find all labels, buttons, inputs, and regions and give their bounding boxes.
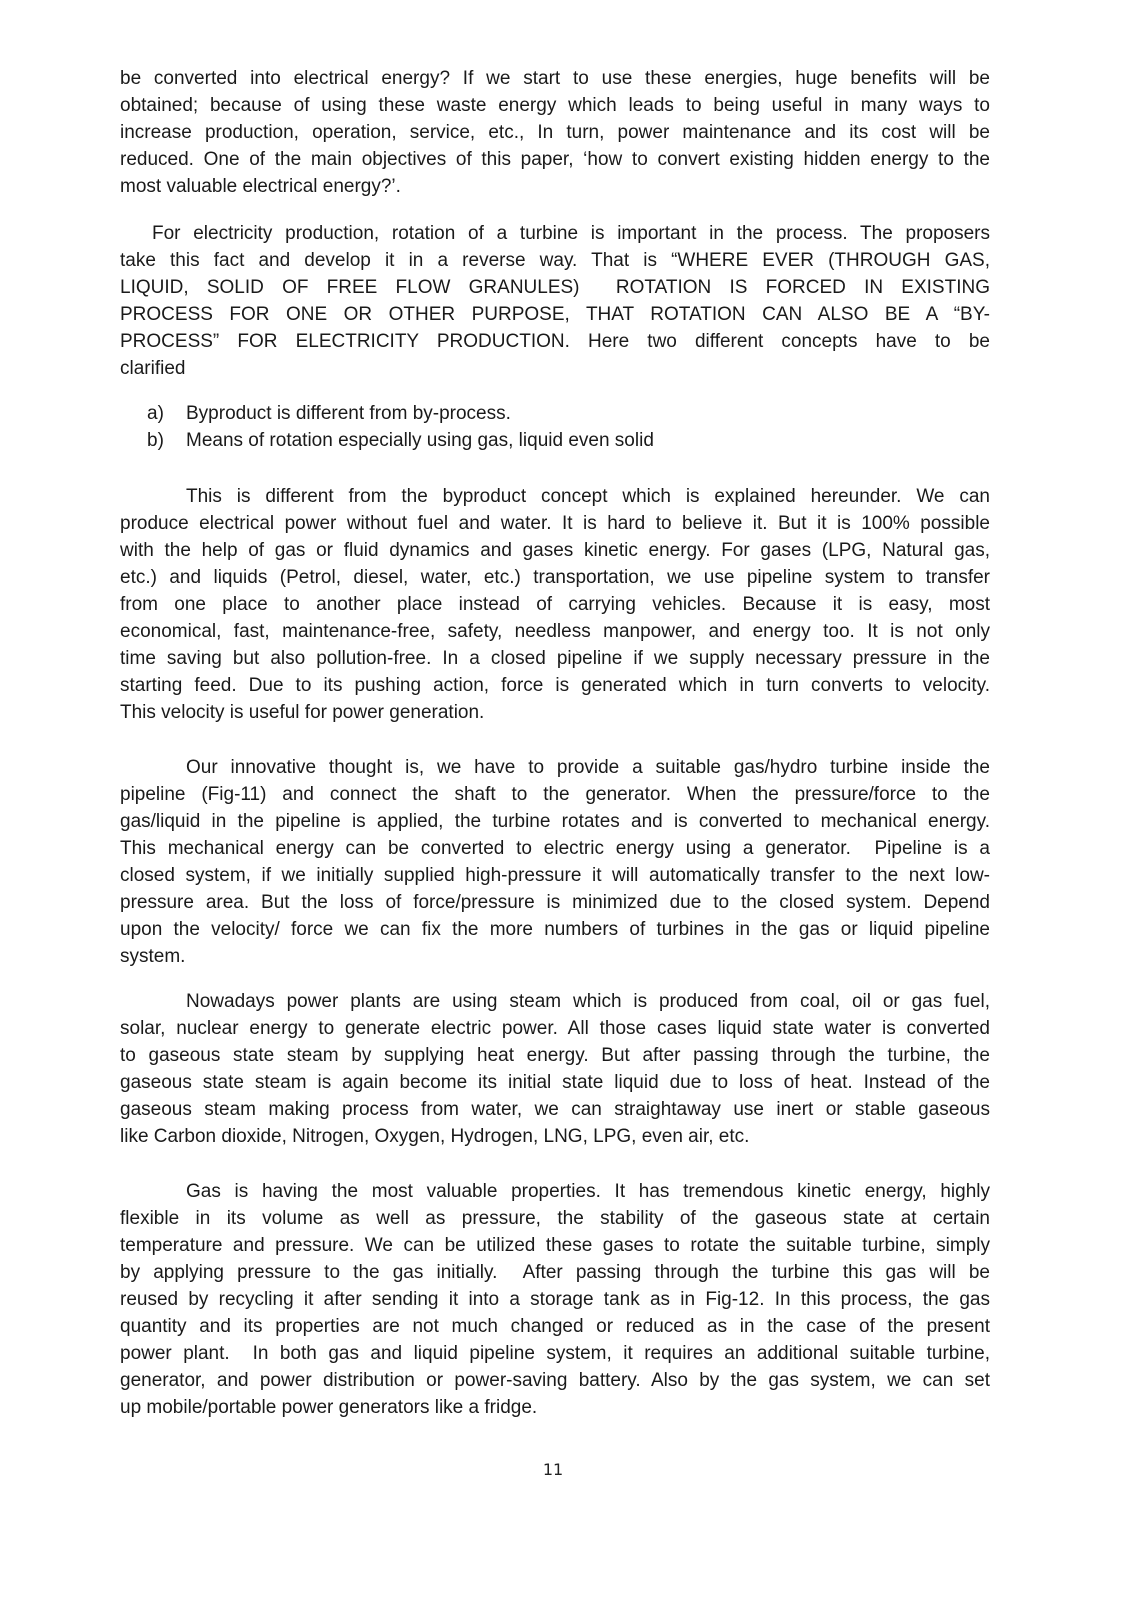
text-line: to gaseous state steam by supplying heat energy. But after passing through the turbine, the — [120, 1045, 990, 1066]
paragraph-5 — [120, 988, 990, 1150]
text-line: LIQUID, SOLID OF FREE FLOW GRANULES) ROTATION IS FORCED IN EXISTING — [120, 277, 990, 298]
text-line: PROCESS FOR ONE OR OTHER PURPOSE, THAT ROTATION CAN ALSO BE A “BY- — [120, 304, 990, 325]
text-line: reduced. One of the main objectives of this paper, ‘how to convert existing hidden energy to the — [120, 149, 990, 170]
text-line: up mobile/portable power generators like a fridge. — [120, 1397, 538, 1418]
text-line: like Carbon dioxide, Nitrogen, Oxygen, Hydrogen, LNG, LPG, even air, etc. — [120, 1126, 750, 1147]
text-line: from one place to another place instead of carrying vehicles. Because it is easy, most — [120, 594, 990, 615]
text-line: PROCESS” FOR ELECTRICITY PRODUCTION. Here two different concepts have to be — [120, 331, 990, 352]
list-item — [147, 427, 947, 454]
text-line: gas/liquid in the pipeline is applied, the turbine rotates and is converted to mechanical energy. — [120, 811, 990, 832]
text-line: etc.) and liquids (Petrol, diesel, water, etc.) transportation, we use pipeline system to transfer — [120, 567, 990, 588]
list-marker: b) — [147, 430, 164, 451]
text-line: This mechanical energy can be converted to electric energy using a generator. Pipeline is a — [120, 838, 990, 859]
text-line: system. — [120, 946, 186, 967]
text-line: power plant. In both gas and liquid pipeline system, it requires an additional suitable turbine, — [120, 1343, 990, 1364]
text-line: generator, and power distribution or power-saving battery. Also by the gas system, we can set — [120, 1370, 990, 1391]
concept-list — [147, 400, 947, 454]
text-line: This is different from the byproduct concept which is explained hereunder. We can — [186, 486, 990, 507]
list-item-text: Byproduct is different from by-process. — [186, 403, 511, 424]
text-line: pipeline (Fig-11) and connect the shaft to the generator. When the pressure/force to the — [120, 784, 990, 805]
text-line: Nowadays power plants are using steam which is produced from coal, oil or gas fuel, — [186, 991, 990, 1012]
text-line: solar, nuclear energy to generate electric power. All those cases liquid state water is converted — [120, 1018, 990, 1039]
text-line: starting feed. Due to its pushing action, force is generated which in turn converts to velocity. — [120, 675, 990, 696]
paragraph-3 — [120, 483, 990, 726]
text-line: time saving but also pollution-free. In a closed pipeline if we supply necessary pressure in the — [120, 648, 990, 669]
page-number: 11 — [542, 1460, 564, 1479]
list-item-text: Means of rotation especially using gas, liquid even solid — [186, 430, 654, 451]
text-line: clarified — [120, 358, 186, 379]
paragraph-6 — [120, 1178, 990, 1421]
text-line: economical, fast, maintenance-free, safety, needless manpower, and energy too. It is not only — [120, 621, 990, 642]
list-marker: a) — [147, 403, 164, 424]
text-line: increase production, operation, service, etc., In turn, power maintenance and its cost will be — [120, 122, 990, 143]
text-line: upon the velocity/ force we can fix the more numbers of turbines in the gas or liquid pipeline — [120, 919, 990, 940]
text-line: by applying pressure to the gas initially. After passing through the turbine this gas will be — [120, 1262, 990, 1283]
paragraph-4 — [120, 754, 990, 970]
text-line: reused by recycling it after sending it into a storage tank as in Fig-12. In this process, the gas — [120, 1289, 990, 1310]
text-line: take this fact and develop it in a reverse way. That is “WHERE EVER (THROUGH GAS, — [120, 250, 990, 271]
text-line: be converted into electrical energy? If we start to use these energies, huge benefits will be — [120, 68, 990, 89]
text-line: This velocity is useful for power generation. — [120, 702, 485, 723]
text-line: closed system, if we initially supplied high-pressure it will automatically transfer to the next low- — [120, 865, 990, 886]
text-line: produce electrical power without fuel and water. It is hard to believe it. But it is 100% possible — [120, 513, 990, 534]
text-line: quantity and its properties are not much changed or reduced as in the case of the present — [120, 1316, 990, 1337]
text-line: temperature and pressure. We can be utilized these gases to rotate the suitable turbine, simply — [120, 1235, 990, 1256]
text-line: most valuable electrical energy?’. — [120, 176, 401, 197]
text-line: For electricity production, rotation of a turbine is important in the process. The proposers — [152, 223, 990, 244]
text-line: Our innovative thought is, we have to provide a suitable gas/hydro turbine inside the — [186, 757, 990, 778]
text-line: Gas is having the most valuable properties. It has tremendous kinetic energy, highly — [186, 1181, 990, 1202]
text-line: flexible in its volume as well as pressure, the stability of the gaseous state at certain — [120, 1208, 990, 1229]
text-line: obtained; because of using these waste energy which leads to being useful in many ways to — [120, 95, 990, 116]
list-item — [147, 400, 947, 427]
text-line: gaseous steam making process from water, we can straightaway use inert or stable gaseous — [120, 1099, 990, 1120]
text-line: gaseous state steam is again become its initial state liquid due to loss of heat. Instead of the — [120, 1072, 990, 1093]
text-line: with the help of gas or fluid dynamics and gases kinetic energy. For gases (LPG, Natural gas, — [120, 540, 990, 561]
paragraph-1 — [120, 65, 990, 200]
paragraph-2 — [120, 220, 990, 382]
text-line: pressure area. But the loss of force/pressure is minimized due to the closed system. Depend — [120, 892, 990, 913]
